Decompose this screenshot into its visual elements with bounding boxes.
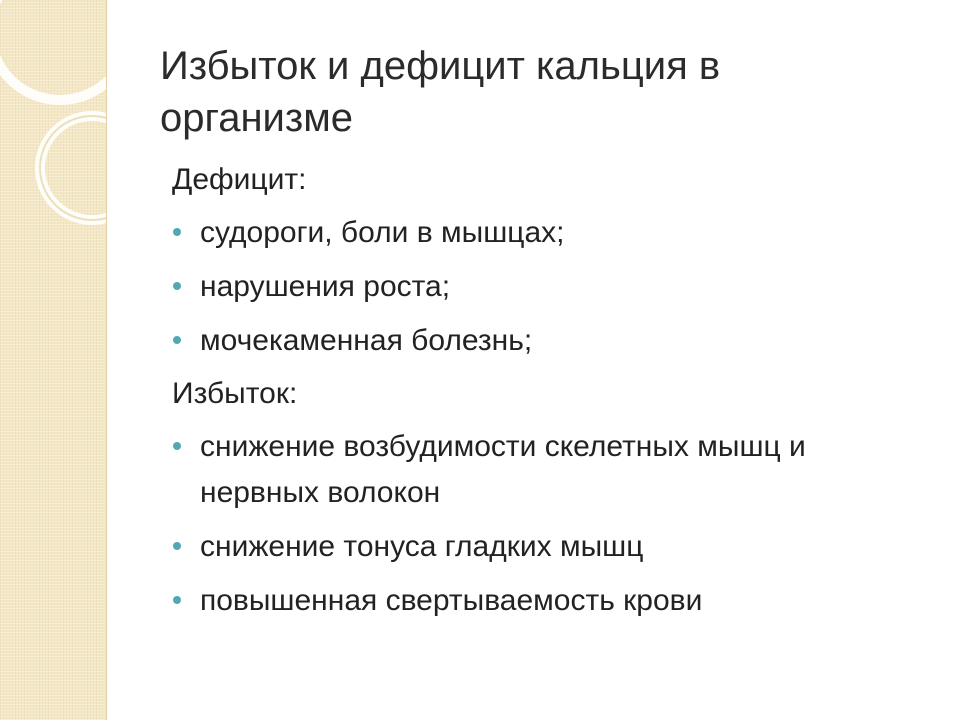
decorative-circles [0,0,106,720]
list-item [160,318,930,364]
section-heading-deficit: Дефицит: [172,163,307,196]
list-item [160,264,930,310]
bullet-icon [173,336,181,344]
list-item-text: повышенная свертываемость крови [200,584,703,617]
list-item-text: снижение тонуса гладких мышц [200,530,644,563]
bullet-icon [173,596,181,604]
slide-content [160,160,930,634]
list-item-text: мочекаменная болезнь; [200,324,533,357]
bullet-icon [173,228,181,236]
deficit-list [160,210,930,364]
list-item [160,524,930,570]
decorative-circle-middle [40,116,106,220]
list-item [160,424,930,516]
list-item-text: нарушения роста; [200,270,451,303]
section-heading-excess: Избыток: [172,377,298,410]
excess-list [160,424,930,624]
slide-title: Избыток и дефицит кальция в организме [160,44,721,140]
bullet-icon [173,542,181,550]
list-item-text: снижение возбудимости скелетных мышц и нервных волокон [200,430,806,509]
list-item [160,210,930,256]
decorative-sidebar [0,0,107,720]
list-item [160,578,930,624]
bullet-icon [173,282,181,290]
decorative-circle-top [0,0,106,100]
bullet-icon [173,442,181,450]
list-item-text: судороги, боли в мышцах; [200,216,565,249]
